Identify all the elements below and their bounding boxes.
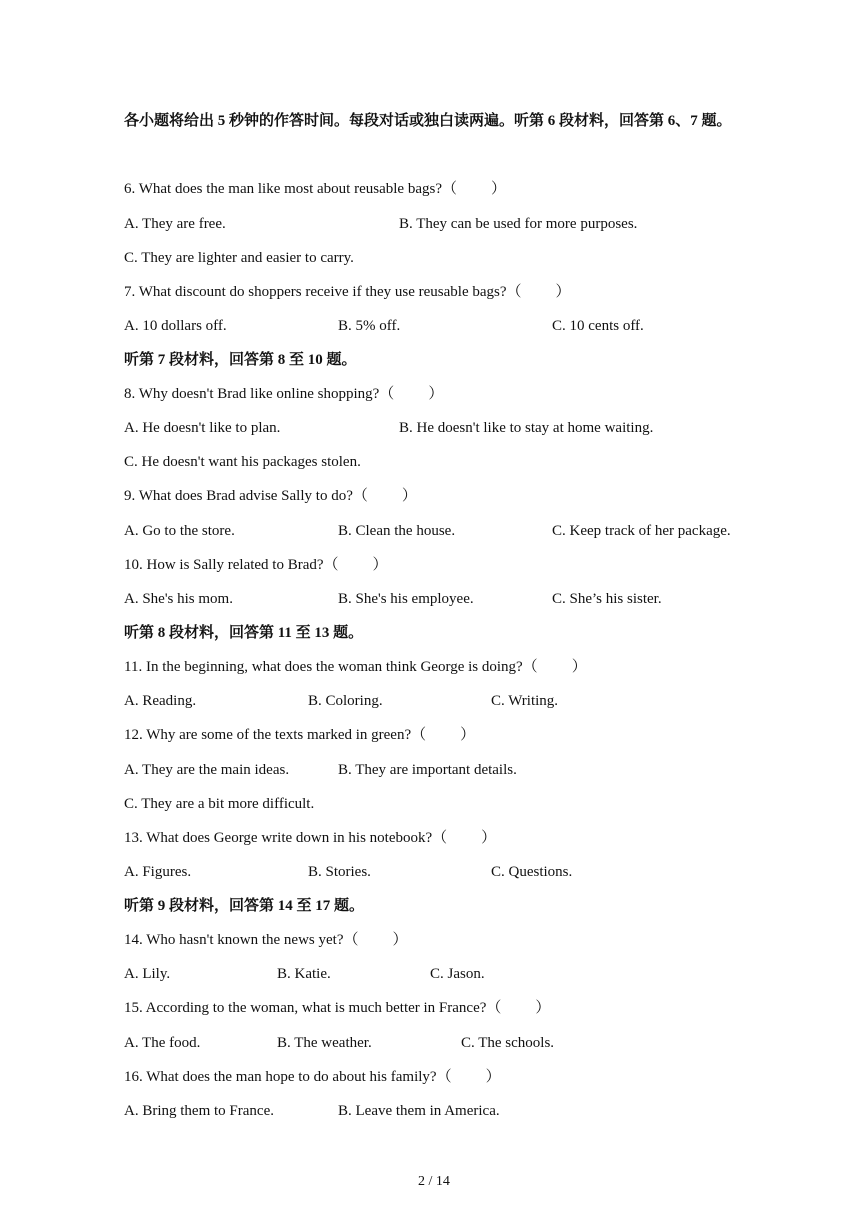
paren-close: ） <box>392 932 408 948</box>
question-15 <box>124 998 550 1018</box>
paren-close: ） <box>401 488 417 504</box>
option-a: A. Lily. <box>124 966 171 982</box>
paren-close: ） <box>372 557 388 573</box>
paren-close: ） <box>490 181 506 197</box>
option-a: A. She's his mom. <box>124 591 233 607</box>
option-a: A. Reading. <box>124 693 197 709</box>
option-a: A. 10 dollars off. <box>124 318 227 334</box>
option-b: B. Coloring. <box>308 693 383 709</box>
paren-close: ） <box>481 830 497 846</box>
question-text: 7. What discount do shoppers receive if they use reusable bags?（ <box>124 284 522 300</box>
question-16 <box>124 1067 501 1087</box>
option-b: B. They can be used for more purposes. <box>399 216 638 232</box>
option-a: A. They are the main ideas. <box>124 762 290 778</box>
option-b: B. Katie. <box>277 966 331 982</box>
question-text: 12. Why are some of the texts marked in green?（ <box>124 727 427 743</box>
option-b: B. Stories. <box>308 864 371 880</box>
option-b: B. 5% off. <box>338 318 401 334</box>
question-text: 16. What does the man hope to do about his family?（ <box>124 1069 452 1085</box>
question-text: 6. What does the man like most about reusable bags?（ <box>124 181 457 197</box>
options-8 <box>124 418 824 438</box>
options-10 <box>124 589 824 609</box>
option-c: C. She’s his sister. <box>552 591 662 607</box>
option-c: C. Jason. <box>430 966 485 982</box>
option-a: A. They are free. <box>124 216 226 232</box>
question-text: 9. What does Brad advise Sally to do?（ <box>124 488 368 504</box>
option-a: A. Bring them to France. <box>124 1103 274 1119</box>
options-15 <box>124 1033 824 1053</box>
question-text: 13. What does George write down in his notebook?（ <box>124 830 448 846</box>
options-13 <box>124 862 824 882</box>
option-a: A. Go to the store. <box>124 523 235 539</box>
option-b: B. The weather. <box>277 1035 372 1051</box>
option-b: B. He doesn't like to stay at home waiting. <box>399 420 654 436</box>
question-text: 10. How is Sally related to Brad?（ <box>124 557 339 573</box>
option-b: B. She's his employee. <box>338 591 474 607</box>
option-c: C. Writing. <box>491 693 559 709</box>
question-text: 14. Who hasn't known the news yet?（ <box>124 932 359 948</box>
question-10 <box>124 555 388 575</box>
paren-close: ） <box>555 284 571 300</box>
question-8 <box>124 384 443 404</box>
paren-close: ） <box>535 1000 551 1016</box>
section-header: 听第 7 段材料，回答第 8 至 10 题。 <box>124 352 357 368</box>
instruction-text: 各小题将给出 5 秒钟的作答时间。每段对话或独白读两遍。听第 6 段材料，回答第 6、7 题。 <box>124 113 732 129</box>
options-16 <box>124 1101 824 1121</box>
section-header: 听第 9 段材料，回答第 14 至 17 题。 <box>124 898 365 914</box>
question-11 <box>124 657 587 677</box>
paren-close: ） <box>485 1069 501 1085</box>
option-c: C. Keep track of her package. <box>552 523 731 539</box>
options-11 <box>124 691 824 711</box>
options-14 <box>124 964 824 984</box>
option-a: A. The food. <box>124 1035 201 1051</box>
options-9 <box>124 521 824 541</box>
question-text: 15. According to the woman, what is much better in France?（ <box>124 1000 502 1016</box>
option-b: B. Clean the house. <box>338 523 456 539</box>
options-6 <box>124 214 824 234</box>
option-c: C. He doesn't want his packages stolen. <box>124 454 361 470</box>
option-c: C. Questions. <box>491 864 573 880</box>
question-text: 8. Why doesn't Brad like online shopping?（ <box>124 386 395 402</box>
option-c: C. The schools. <box>461 1035 555 1051</box>
option-a: A. Figures. <box>124 864 192 880</box>
option-c: C. They are lighter and easier to carry. <box>124 250 354 266</box>
options-7 <box>124 316 824 336</box>
option-a: A. He doesn't like to plan. <box>124 420 281 436</box>
question-13 <box>124 828 496 848</box>
question-6 <box>124 179 506 199</box>
option-c: C. 10 cents off. <box>552 318 644 334</box>
page-number: 2 / 14 <box>418 1174 450 1189</box>
section-header: 听第 8 段材料，回答第 11 至 13 题。 <box>124 625 364 641</box>
paren-close: ） <box>428 386 444 402</box>
paren-close: ） <box>571 659 587 675</box>
question-text: 11. In the beginning, what does the woman think George is doing?（ <box>124 659 538 675</box>
question-12 <box>124 725 475 745</box>
question-9 <box>124 486 417 506</box>
options-12 <box>124 760 824 780</box>
question-14 <box>124 930 408 950</box>
option-b: B. They are important details. <box>338 762 517 778</box>
question-7 <box>124 282 571 302</box>
paren-close: ） <box>460 727 476 743</box>
option-c: C. They are a bit more difficult. <box>124 796 315 812</box>
option-b: B. Leave them in America. <box>338 1103 500 1119</box>
